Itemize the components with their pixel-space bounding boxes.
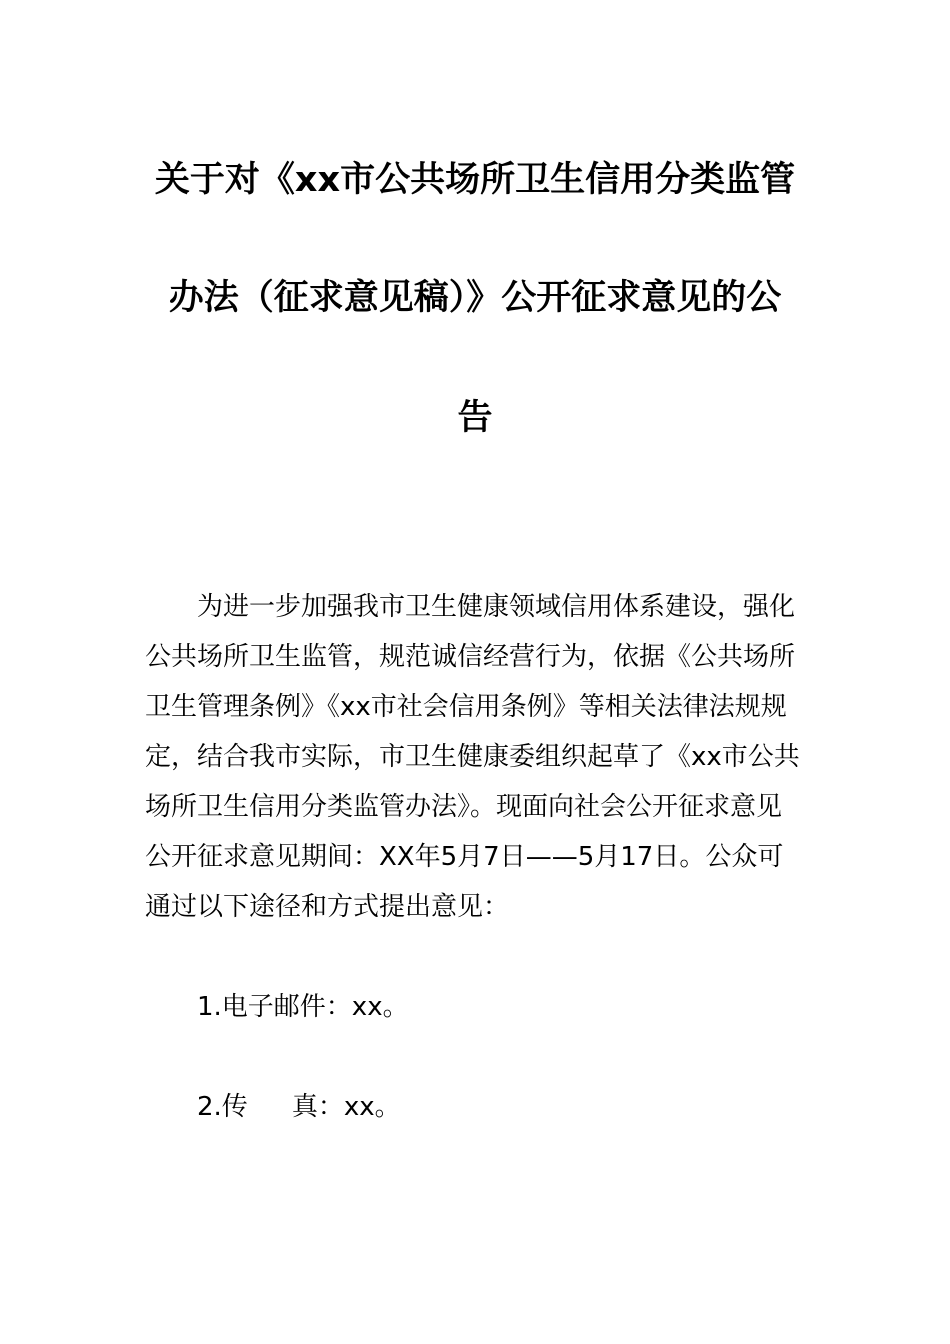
document-title-line-1: 关于对《xx市公共场所卫生信用分类监管	[154, 160, 796, 200]
document-title-line-3: 告	[457, 398, 493, 438]
contact-fax-item	[197, 1090, 401, 1124]
body-line-3: 卫生管理条例》《xx市社会信用条例》等相关法律法规规	[145, 692, 787, 722]
document-title-line-2: 办法（征求意见稿）》公开征求意见的公	[168, 278, 782, 318]
body-line-2: 公共场所卫生监管，规范诚信经营行为，依据《公共场所	[145, 642, 796, 672]
body-line-4: 定，结合我市实际，市卫生健康委组织起草了《xx市公共	[145, 742, 800, 772]
body-line-5: 场所卫生信用分类监管办法》。现面向社会公开征求意见	[145, 792, 783, 822]
fax-item-prefix: 2.传	[197, 1092, 248, 1122]
fax-item-suffix: 真：xx。	[291, 1092, 401, 1122]
body-line-1: 为进一步加强我市卫生健康领域信用体系建设，强化	[197, 592, 796, 622]
body-line-6: 公开征求意见期间：XX年5月7日——5月17日。公众可	[145, 842, 784, 872]
contact-email-item: 1.电子邮件：xx。	[197, 992, 409, 1022]
body-line-7: 通过以下途径和方式提出意见：	[145, 892, 510, 922]
